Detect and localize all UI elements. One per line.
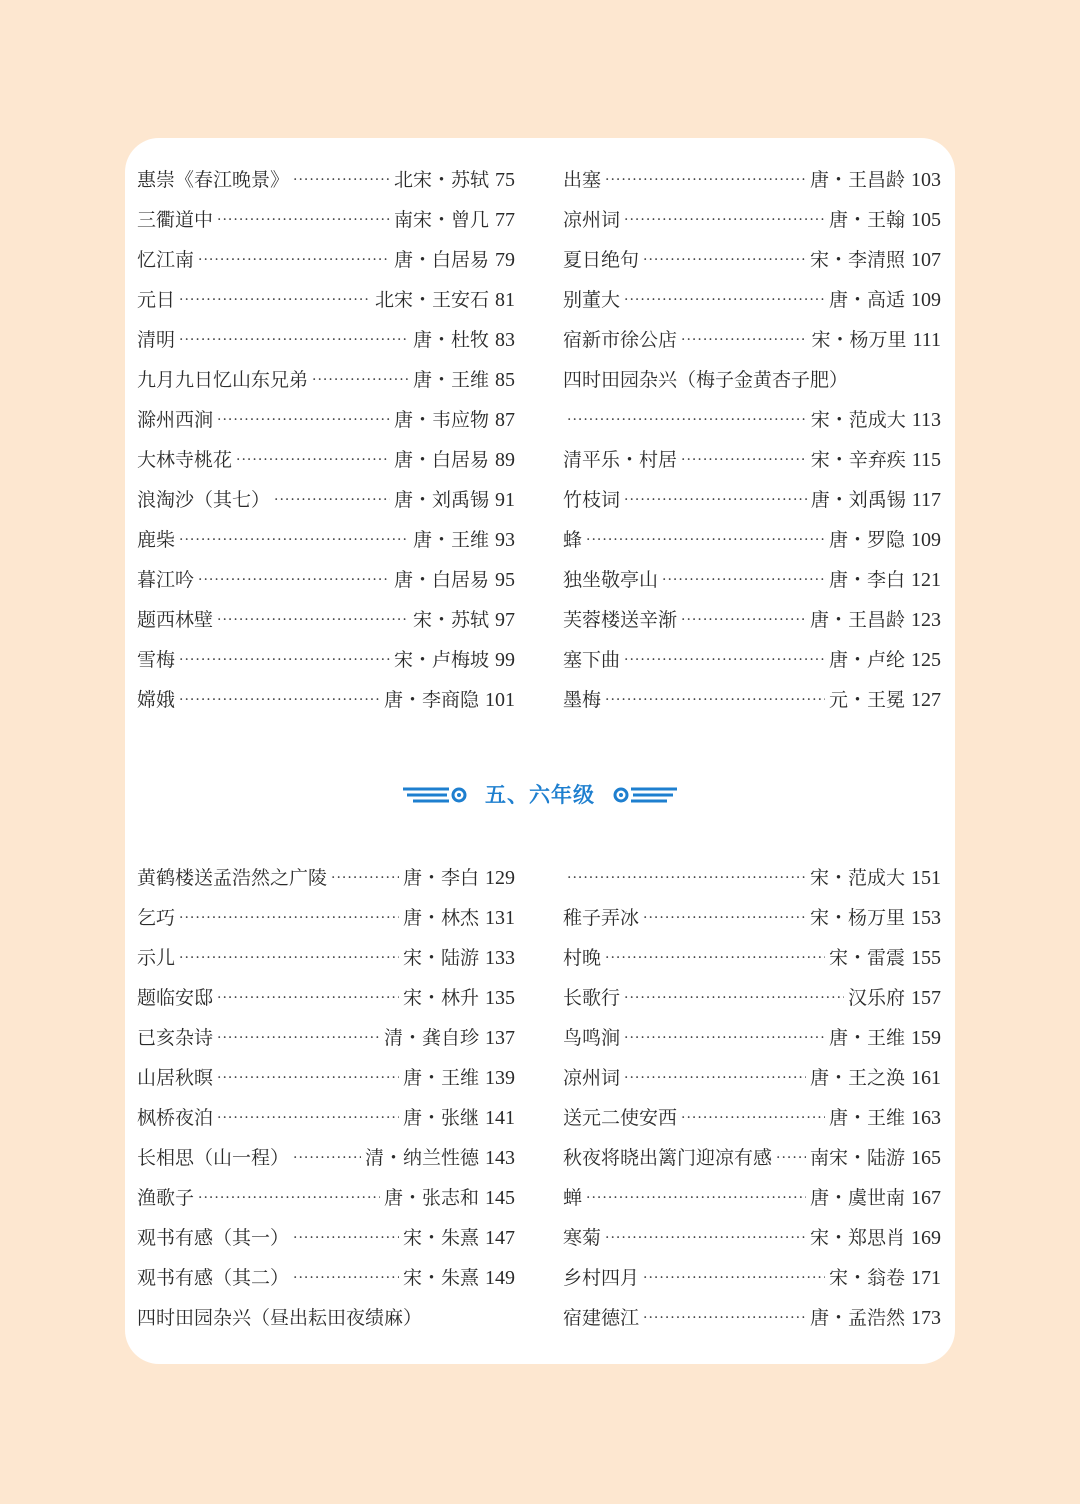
toc-dot-leader (293, 1258, 399, 1298)
toc-entry-title: 乡村四月 (563, 1267, 640, 1289)
toc-entry-author: 宋・辛弃疾 (810, 449, 906, 471)
toc-entry (137, 520, 515, 560)
toc-dot-leader (681, 440, 807, 480)
toc-entry-author: 宋・雷震 (828, 947, 905, 969)
toc-entry (137, 560, 515, 600)
toc-entry-author: 唐・王维 (412, 369, 489, 391)
toc-entry-page-number: 159 (911, 1027, 941, 1049)
toc-entry-author: 唐・刘禹锡 (810, 489, 906, 511)
toc-dot-leader (217, 1058, 399, 1098)
toc-entry-page-number: 139 (485, 1067, 515, 1089)
toc-entry-page-number: 111 (912, 329, 941, 351)
toc-entry-page-number: 113 (911, 409, 941, 431)
toc-dot-leader (312, 360, 409, 400)
toc-entry (137, 600, 515, 640)
toc-entry-title: 已亥杂诗 (137, 1027, 214, 1049)
toc-dot-leader (624, 640, 825, 680)
toc-dot-leader (643, 898, 806, 938)
toc-entry-title: 渔歌子 (137, 1187, 195, 1209)
toc-dot-leader (605, 160, 806, 200)
toc-entry-page-number: 165 (911, 1147, 941, 1169)
toc-entry-title: 蝉 (563, 1187, 583, 1209)
toc-entry-author: 宋・杨万里 (811, 329, 907, 351)
toc-entry-page-number: 101 (485, 689, 515, 711)
toc-entry (563, 560, 941, 600)
toc-entry (563, 640, 941, 680)
toc-entry (563, 978, 941, 1018)
toc-entry-page-number: 127 (911, 689, 941, 711)
toc-dot-leader (217, 400, 390, 440)
toc-entry-page-number: 107 (911, 249, 941, 271)
toc-entry (563, 160, 941, 200)
toc-entry (137, 320, 515, 360)
toc-entry-title: 观书有感（其二） (137, 1267, 290, 1289)
toc-entry-author: 唐・王维 (828, 1107, 905, 1129)
toc-entry-author: 唐・李白 (402, 867, 479, 889)
toc-entry (137, 938, 515, 978)
toc-entry-page-number: 123 (911, 609, 941, 631)
toc-entry-title: 长相思（山一程） (137, 1147, 290, 1169)
toc-dot-leader (236, 440, 390, 480)
toc-entry-title: 暮江吟 (137, 569, 195, 591)
toc-entry-page-number: 149 (485, 1267, 515, 1289)
toc-entry (137, 360, 515, 400)
toc-entry-page-number: 81 (495, 289, 515, 311)
toc-dot-leader (776, 1138, 806, 1178)
toc-entry (137, 1098, 515, 1138)
toc-dot-leader (567, 858, 806, 898)
toc-entry-title: 塞下曲 (563, 649, 621, 671)
toc-entry-author: 唐・张继 (402, 1107, 479, 1129)
toc-entry-page-number: 95 (495, 569, 515, 591)
toc-entry-author: 宋・范成大 (810, 409, 906, 431)
toc-entry-author: 北宋・王安石 (374, 289, 489, 311)
toc-entry-author: 唐・卢纶 (828, 649, 905, 671)
toc-entry-title: 嫦娥 (137, 689, 176, 711)
toc-entry (137, 858, 515, 898)
toc-entry (563, 600, 941, 640)
toc-entry-title: 清明 (137, 329, 176, 351)
toc-entry (137, 440, 515, 480)
toc-dot-leader (274, 480, 390, 520)
toc-entry-title: 观书有感（其一） (137, 1227, 290, 1249)
toc-entry (137, 240, 515, 280)
toc-entry-page-number: 151 (911, 867, 941, 889)
toc-dot-leader (643, 240, 806, 280)
toc-entry (563, 360, 941, 400)
toc-entry-title: 四时田园杂兴（昼出耘田夜绩麻） (137, 1307, 423, 1329)
toc-entry-title: 墨梅 (563, 689, 602, 711)
toc-dot-leader (293, 1138, 361, 1178)
toc-entry-title: 忆江南 (137, 249, 195, 271)
toc-entry-page-number: 129 (485, 867, 515, 889)
toc-entry-author: 唐・林杰 (402, 907, 479, 929)
toc-entry-page-number: 93 (495, 529, 515, 551)
toc-entry-author: 宋・翁卷 (828, 1267, 905, 1289)
toc-entry-page-number: 121 (911, 569, 941, 591)
toc-entry-author: 唐・孟浩然 (809, 1307, 905, 1329)
toc-dot-leader (624, 280, 825, 320)
toc-entry (137, 1178, 515, 1218)
toc-entry-author: 清・龚自珍 (383, 1027, 479, 1049)
section-heading (125, 772, 955, 816)
toc-dot-leader (217, 600, 409, 640)
toc-entry-page-number: 161 (911, 1067, 941, 1089)
toc-entry (563, 1098, 941, 1138)
toc-entry-title: 宿新市徐公店 (563, 329, 678, 351)
toc-entry-author: 唐・刘禹锡 (393, 489, 489, 511)
toc-column-bottom-right (563, 858, 941, 1338)
toc-entry-page-number: 83 (495, 329, 515, 351)
toc-entry-title: 九月九日忆山东兄弟 (137, 369, 309, 391)
toc-entry (563, 400, 941, 440)
toc-card (125, 138, 955, 1364)
toc-entry-title: 蜂 (563, 529, 583, 551)
toc-entry-title: 宿建德江 (563, 1307, 640, 1329)
toc-entry-author: 唐・王维 (828, 1027, 905, 1049)
toc-entry-title: 芙蓉楼送辛渐 (563, 609, 678, 631)
toc-dot-leader (217, 1098, 399, 1138)
toc-dot-leader (179, 320, 409, 360)
toc-entry-author: 唐・王昌龄 (809, 609, 905, 631)
toc-entry (137, 1298, 515, 1338)
toc-entry-page-number: 167 (911, 1187, 941, 1209)
toc-entry (563, 858, 941, 898)
toc-entry (137, 200, 515, 240)
toc-entry-title: 长歌行 (563, 987, 621, 1009)
toc-dot-leader (217, 978, 399, 1018)
toc-entry-title: 出塞 (563, 169, 602, 191)
toc-entry-author: 南宋・曾几 (393, 209, 489, 231)
toc-dot-leader (179, 640, 390, 680)
toc-dot-leader (179, 938, 399, 978)
toc-entry (563, 1218, 941, 1258)
toc-dot-leader (293, 1218, 399, 1258)
toc-entry (563, 1138, 941, 1178)
toc-dot-leader (586, 520, 825, 560)
toc-entry-author: 宋・苏轼 (412, 609, 489, 631)
toc-entry-author: 唐・虞世南 (809, 1187, 905, 1209)
toc-entry (137, 480, 515, 520)
toc-entry-title: 山居秋暝 (137, 1067, 214, 1089)
toc-entry-title: 黄鹤楼送孟浩然之广陵 (137, 867, 328, 889)
toc-entry (137, 680, 515, 720)
toc-entry-title: 村晚 (563, 947, 602, 969)
toc-entry-title: 乞巧 (137, 907, 176, 929)
toc-entry-title: 题临安邸 (137, 987, 214, 1009)
toc-entry-author: 唐・罗隐 (828, 529, 905, 551)
toc-entry-page-number: 125 (911, 649, 941, 671)
toc-entry (563, 280, 941, 320)
toc-entry-title: 凉州词 (563, 209, 621, 231)
toc-entry (137, 1058, 515, 1098)
toc-entry-page-number: 75 (495, 169, 515, 191)
toc-entry-author: 唐・张志和 (383, 1187, 479, 1209)
toc-dot-leader (331, 858, 399, 898)
toc-entry (563, 1298, 941, 1338)
toc-entry-author: 宋・朱熹 (402, 1227, 479, 1249)
toc-entry-title: 大林寺桃花 (137, 449, 233, 471)
toc-entry-author: 宋・郑思肖 (809, 1227, 905, 1249)
toc-entry-page-number: 133 (485, 947, 515, 969)
toc-entry-title: 元日 (137, 289, 176, 311)
toc-entry-page-number: 109 (911, 289, 941, 311)
toc-entry-page-number: 109 (911, 529, 941, 551)
toc-entry-page-number: 131 (485, 907, 515, 929)
toc-entry-title: 惠崇《春江晚景》 (137, 169, 290, 191)
toc-entry-title: 寒菊 (563, 1227, 602, 1249)
toc-entry-page-number: 87 (495, 409, 515, 431)
toc-entry-author: 唐・李商隐 (383, 689, 479, 711)
toc-entry-author: 唐・白居易 (393, 249, 489, 271)
toc-entry (137, 1138, 515, 1178)
toc-dot-leader (643, 1258, 825, 1298)
toc-entry (137, 1018, 515, 1058)
toc-entry-author: 唐・王之涣 (809, 1067, 905, 1089)
toc-entry-page-number: 105 (911, 209, 941, 231)
toc-entry-title: 夏日绝句 (563, 249, 640, 271)
toc-entry-page-number: 163 (911, 1107, 941, 1129)
toc-dot-leader (681, 320, 807, 360)
toc-entry (563, 898, 941, 938)
toc-entry-page-number: 173 (911, 1307, 941, 1329)
toc-entry (563, 520, 941, 560)
toc-entry-title: 独坐敬亭山 (563, 569, 659, 591)
toc-entry-page-number: 91 (495, 489, 515, 511)
toc-entry-title: 送元二使安西 (563, 1107, 678, 1129)
toc-dot-leader (179, 520, 409, 560)
toc-entry (563, 1258, 941, 1298)
toc-dot-leader (198, 240, 390, 280)
toc-entry-author: 宋・杨万里 (809, 907, 905, 929)
toc-column-top-left (137, 160, 515, 720)
toc-entry (137, 640, 515, 680)
section-heading-text: 五、六年级 (485, 783, 595, 807)
toc-entry-author: 唐・王维 (402, 1067, 479, 1089)
toc-dot-leader (624, 200, 825, 240)
toc-entry-author: 唐・王维 (412, 529, 489, 551)
toc-entry-author: 宋・陆游 (402, 947, 479, 969)
toc-entry (563, 200, 941, 240)
toc-dot-leader (293, 160, 390, 200)
toc-entry-page-number: 115 (911, 449, 941, 471)
toc-dot-leader (624, 978, 844, 1018)
toc-entry (137, 978, 515, 1018)
toc-entry-title: 枫桥夜泊 (137, 1107, 214, 1129)
toc-dot-leader (624, 1018, 825, 1058)
toc-entry (563, 938, 941, 978)
toc-dot-leader (624, 1058, 806, 1098)
toc-dot-leader (198, 1178, 380, 1218)
toc-entry-title: 秋夜将晓出篱门迎凉有感 (563, 1147, 773, 1169)
toc-entry-page-number: 155 (911, 947, 941, 969)
toc-entry-title: 竹枝词 (563, 489, 621, 511)
toc-entry-page-number: 77 (495, 209, 515, 231)
toc-dot-leader (179, 280, 371, 320)
toc-entry-author: 唐・杜牧 (412, 329, 489, 351)
toc-entry-author: 清・纳兰性德 (364, 1147, 479, 1169)
toc-dot-leader (624, 480, 807, 520)
toc-entry-title: 稚子弄冰 (563, 907, 640, 929)
toc-entry (563, 1058, 941, 1098)
toc-dot-leader (605, 938, 825, 978)
toc-entry-title: 三衢道中 (137, 209, 214, 231)
toc-entry-author: 唐・王昌龄 (809, 169, 905, 191)
cloud-wave-ornament-left-icon (401, 781, 473, 807)
toc-entry (137, 898, 515, 938)
toc-dot-leader (179, 898, 399, 938)
toc-entry-page-number: 135 (485, 987, 515, 1009)
toc-column-bottom-left (137, 858, 515, 1338)
toc-entry-author: 宋・卢梅坡 (393, 649, 489, 671)
toc-dot-leader (586, 1178, 806, 1218)
toc-dot-leader (681, 1098, 825, 1138)
toc-column-top-right (563, 160, 941, 720)
toc-entry-author: 唐・白居易 (393, 569, 489, 591)
cloud-wave-ornament-right-icon (607, 781, 679, 807)
toc-entry-page-number: 147 (485, 1227, 515, 1249)
toc-entry-page-number: 85 (495, 369, 515, 391)
toc-entry-page-number: 145 (485, 1187, 515, 1209)
toc-entry-page-number: 137 (485, 1027, 515, 1049)
toc-entry-title: 四时田园杂兴（梅子金黄杏子肥） (563, 369, 849, 391)
toc-entry-title: 雪梅 (137, 649, 176, 671)
toc-dot-leader (605, 1218, 806, 1258)
toc-entry-page-number: 103 (911, 169, 941, 191)
toc-entry (137, 1218, 515, 1258)
toc-entry-author: 唐・高适 (828, 289, 905, 311)
toc-entry (563, 320, 941, 360)
toc-entry-title: 滁州西涧 (137, 409, 214, 431)
toc-entry-page-number: 117 (911, 489, 941, 511)
toc-entry-page-number: 143 (485, 1147, 515, 1169)
toc-entry-title: 浪淘沙（其七） (137, 489, 271, 511)
toc-entry-author: 汉乐府 (847, 987, 905, 1009)
toc-entry-title: 别董大 (563, 289, 621, 311)
toc-entry-page-number: 153 (911, 907, 941, 929)
toc-entry (137, 400, 515, 440)
toc-entry-page-number: 157 (911, 987, 941, 1009)
toc-dot-leader (179, 680, 380, 720)
toc-entry-author: 元・王冕 (828, 689, 905, 711)
toc-entry (563, 680, 941, 720)
toc-entry (563, 440, 941, 480)
toc-entry (563, 1018, 941, 1058)
toc-dot-leader (662, 560, 825, 600)
toc-entry (563, 1178, 941, 1218)
toc-entry-page-number: 171 (911, 1267, 941, 1289)
toc-entry-author: 唐・李白 (828, 569, 905, 591)
toc-entry-author: 唐・韦应物 (393, 409, 489, 431)
toc-entry-page-number: 79 (495, 249, 515, 271)
toc-dot-leader (643, 1298, 806, 1338)
toc-entry-title: 凉州词 (563, 1067, 621, 1089)
toc-entry (563, 240, 941, 280)
toc-entry-page-number: 97 (495, 609, 515, 631)
toc-entry-page-number: 89 (495, 449, 515, 471)
toc-entry-author: 北宋・苏轼 (393, 169, 489, 191)
toc-entry-title: 清平乐・村居 (563, 449, 678, 471)
toc-dot-leader (681, 600, 806, 640)
toc-dot-leader (605, 680, 825, 720)
toc-entry-author: 南宋・陆游 (809, 1147, 905, 1169)
toc-dot-leader (217, 1018, 380, 1058)
toc-entry-author: 唐・白居易 (393, 449, 489, 471)
toc-entry-page-number: 169 (911, 1227, 941, 1249)
toc-entry-author: 宋・朱熹 (402, 1267, 479, 1289)
toc-entry (137, 1258, 515, 1298)
toc-entry (137, 280, 515, 320)
toc-entry-title: 鸟鸣涧 (563, 1027, 621, 1049)
toc-entry-title: 示儿 (137, 947, 176, 969)
toc-entry-title: 题西林壁 (137, 609, 214, 631)
toc-entry-author: 唐・王翰 (828, 209, 905, 231)
toc-dot-leader (198, 560, 390, 600)
toc-entry-page-number: 99 (495, 649, 515, 671)
toc-entry-title: 鹿柴 (137, 529, 176, 551)
toc-dot-leader (217, 200, 390, 240)
toc-entry-author: 宋・范成大 (809, 867, 905, 889)
toc-entry-author: 宋・李清照 (809, 249, 905, 271)
toc-entry-page-number: 141 (485, 1107, 515, 1129)
toc-entry (563, 480, 941, 520)
toc-entry (137, 160, 515, 200)
toc-entry-author: 宋・林升 (402, 987, 479, 1009)
toc-dot-leader (567, 400, 807, 440)
